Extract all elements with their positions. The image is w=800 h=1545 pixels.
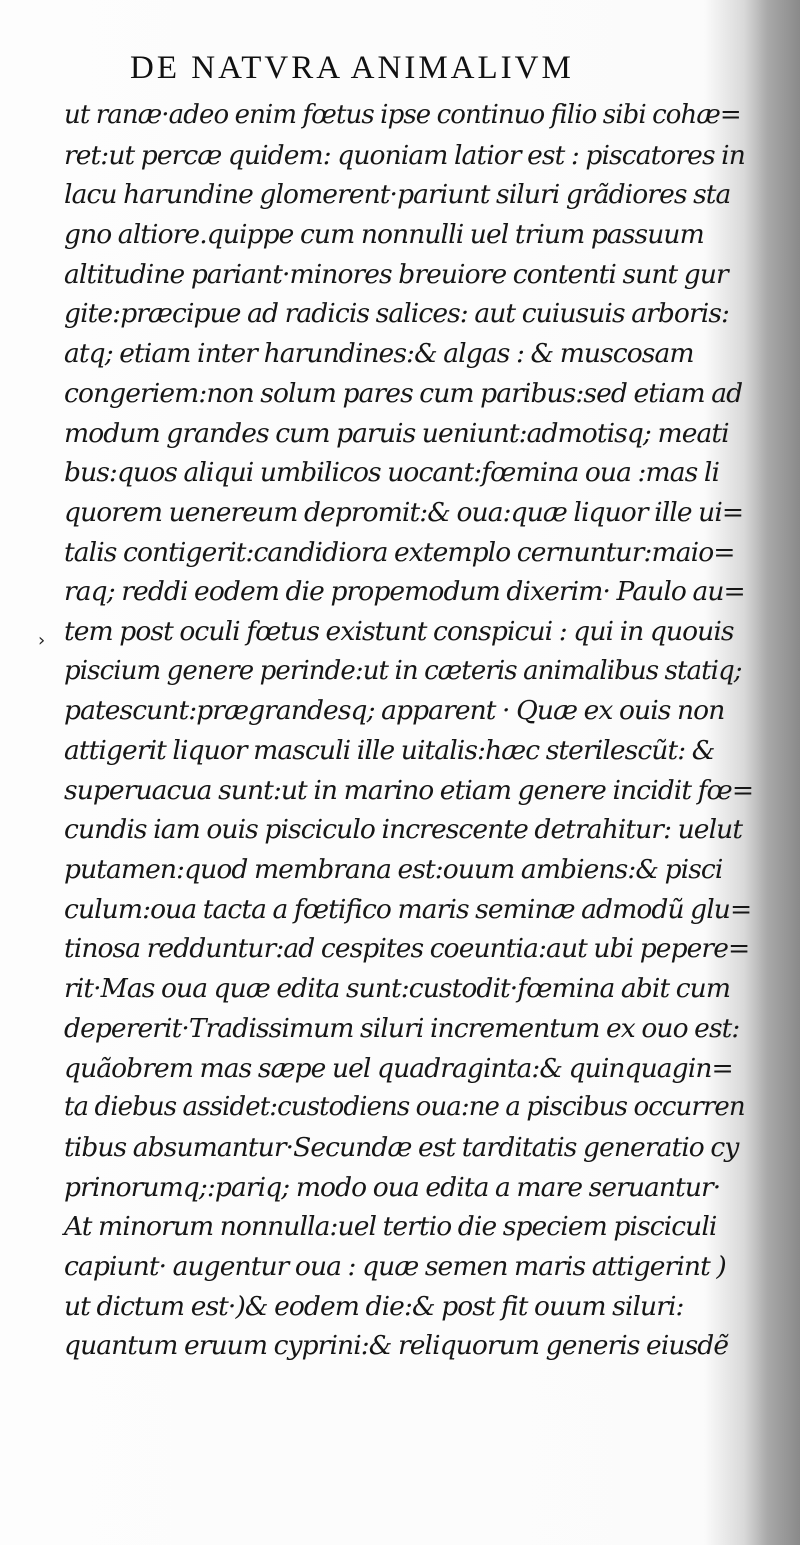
text-line: capiunt· augentur oua : quæ semen maris attigerint ) (64, 1250, 726, 1282)
text-line: rit·Mas oua quæ edita sunt:custodit·fœmina abit cum (64, 973, 731, 1005)
text-line: ta diebus assidet:custodiens oua:ne a piscibus occurren (64, 1092, 745, 1123)
text-line: gno altiore.quippe cum nonnulli uel trium passuum (64, 219, 704, 251)
text-line: quãobrem mas sæpe uel quadraginta:& quinquagin= (64, 1052, 733, 1084)
text-line: lacu harundine glomerent·pariunt siluri grãdiores sta (64, 179, 731, 211)
text-line: congeriem:non solum pares cum paribus:sed etiam ad (64, 377, 743, 409)
text-line: superuacua sunt:ut in marino etiam genere incidit fœ= (64, 774, 754, 806)
text-line: ret:ut percæ quidem: quoniam latior est : piscatores in (64, 139, 745, 171)
margin-mark: › (38, 630, 46, 651)
text-line: talis contigerit:candidiora extemplo cernuntur:maio= (64, 536, 735, 568)
text-line: quorem uenereum depromit:& oua:quæ liquor ille ui= (64, 496, 744, 528)
text-line: attigerit liquor masculi ille uitalis:hæc sterilescũt: & (64, 735, 715, 766)
text-line: tem post oculi fœtus existunt conspicui : qui in quouis (64, 615, 734, 647)
text-line: tinosa redduntur:ad cespites coeuntia:aut ubi pepere= (64, 933, 750, 965)
text-line: bus:quos aliqui umbilicos uocant:fœmina oua :mas li (64, 457, 720, 489)
text-line: putamen:quod membrana est:ouum ambiens:& pisci (64, 854, 723, 886)
text-block (64, 96, 754, 1366)
text-line: prinorumq;:pariq; modo oua edita a mare seruantur· (64, 1171, 721, 1203)
text-line: depererit·Tradissimum siluri incrementum ex ouo est: (64, 1012, 740, 1044)
running-head: DE NATVRA ANIMALIVM (130, 50, 574, 86)
text-line: ut dictum est·)& eodem die:& post fit ouum siluri: (64, 1290, 684, 1322)
text-line: gite:præcipue ad radicis salices: aut cuiusuis arboris: (64, 298, 730, 330)
text-line: tibus absumantur·Secundæ est tarditatis generatio cy (64, 1131, 739, 1163)
text-line: At minorum nonnulla:uel tertio die speciem pisciculi (64, 1211, 717, 1243)
text-line: cundis iam ouis pisciculo increscente detrahitur: uelut (64, 814, 743, 846)
text-line: raq; reddi eodem die propemodum dixerim· Paulo au= (64, 576, 745, 608)
text-line: ut ranæ·adeo enim fœtus ipse continuo filio sibi cohæ= (64, 100, 741, 130)
text-line: atq; etiam inter harundines:& algas : & muscosam (64, 338, 694, 370)
text-line: quantum eruum cyprini:& reliquorum generis eiusdẽ (64, 1330, 729, 1362)
text-line: modum grandes cum paruis ueniunt:admotisq; meati (64, 417, 729, 449)
text-line: piscium genere perinde:ut in cæteris animalibus statiq; (64, 655, 742, 686)
text-line: altitudine pariant·minores breuiore contenti sunt gur (64, 258, 728, 290)
text-line: patescunt:prægrandesq; apparent · Quæ ex ouis non (64, 695, 725, 727)
text-line: culum:oua tacta a fœtifico maris seminæ admodũ glu= (64, 893, 752, 925)
